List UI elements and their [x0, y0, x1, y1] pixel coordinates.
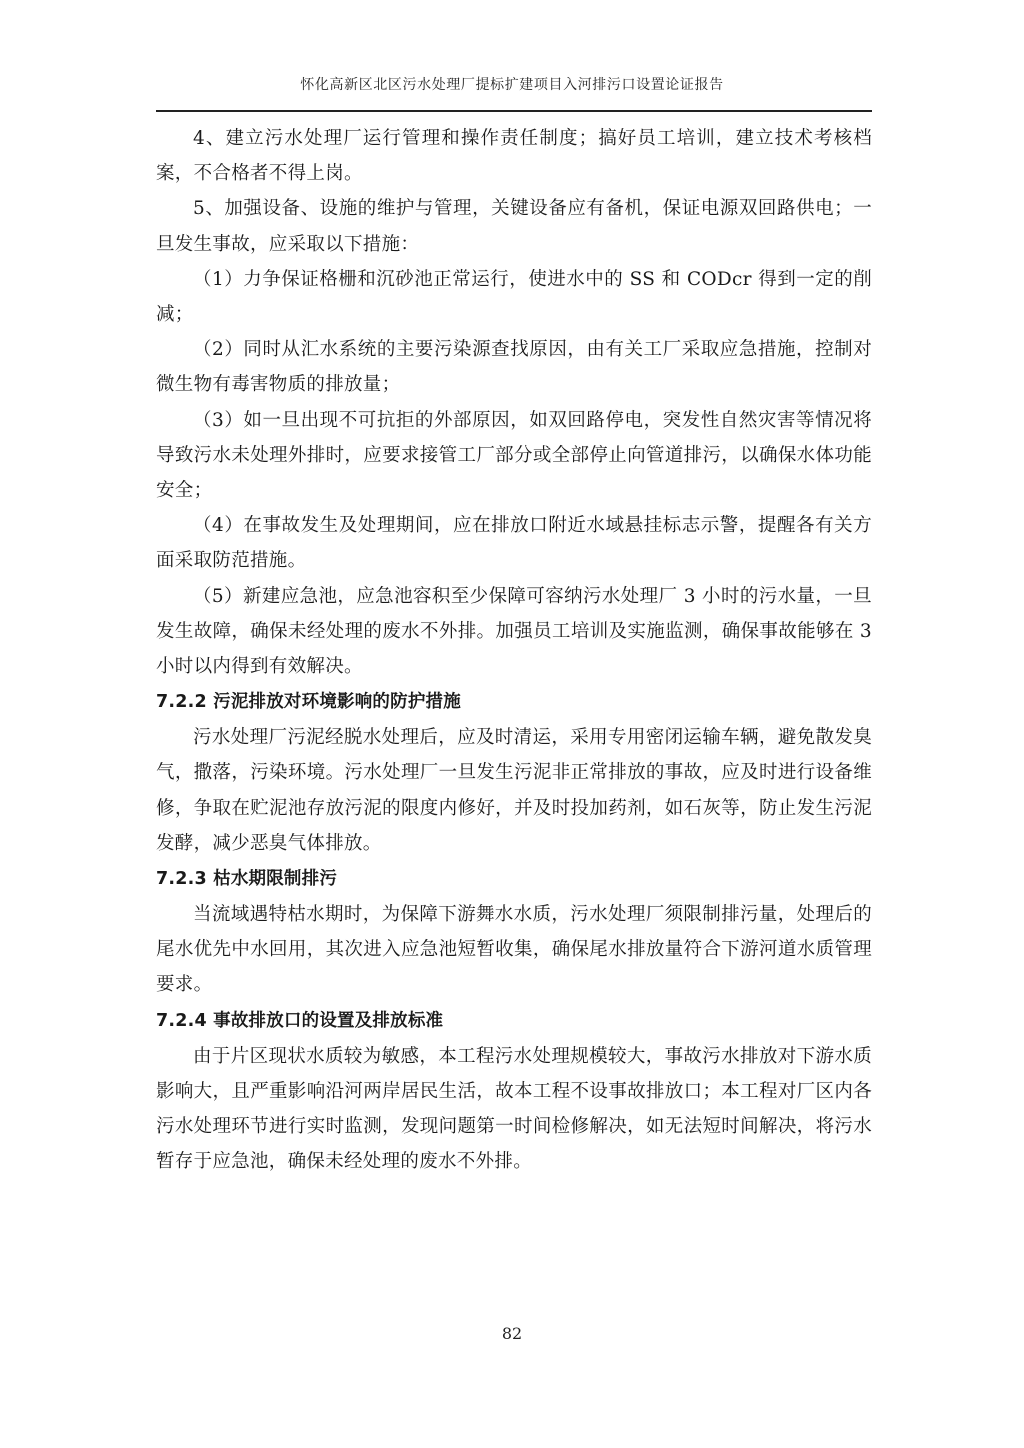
section-paragraph-7-2-4: 由于片区现状水质较为敏感，本工程污水处理规模较大，事故污水排放对下游水质影响大，且严重影响沿河两岸居民生活，故本工程不设事故排放口；本工程对厂区内各污水处理环节进行实时监测，发现问题第一时间检修解决，如无法短时间解决，将污水暂存于应急池，确保未经处理的废水不外排。 [156, 1045, 872, 1173]
paragraph-item-5: 5、加强设备、设施的维护与管理，关键设备应有备机，保证电源双回路供电；一旦发生事故，应采取以下措施： [156, 198, 872, 255]
header-divider [156, 110, 872, 112]
measure-item-3: （3）如一旦出现不可抗拒的外部原因，如双回路停电，突发性自然灾害等情况将导致污水未处理外排时，应要求接管工厂部分或全部停止向管道排污，以确保水体功能安全； [156, 409, 872, 502]
section-paragraph-7-2-2: 污水处理厂污泥经脱水处理后，应及时清运，采用专用密闭运输车辆，避免散发臭气，撒落，污染环境。污水处理厂一旦发生污泥非正常排放的事故，应及时进行设备维修，争取在贮泥池存放污泥的限度内修好，并及时投加药剂，如石灰等，防止发生污泥发酵，减少恶臭气体排放。 [156, 727, 872, 854]
page-header-title: 怀化高新区北区污水处理厂提标扩建项目入河排污口设置论证报告 [300, 77, 724, 93]
measure-item-1: （1）力争保证格栅和沉砂池正常运行，使进水中的 SS 和 CODcr 得到一定的削减； [156, 268, 872, 326]
section-heading-7-2-2: 7.2.2 污泥排放对环境影响的防护措施 [156, 692, 461, 713]
document-body [156, 121, 872, 1179]
measure-item-5: （5）新建应急池，应急池容积至少保障可容纳污水处理厂 3 小时的污水量，一旦发生故障，确保未经处理的废水不外排。加强员工培训及实施监测，确保事故能够在 3 小时以内得到有效解决。 [156, 585, 872, 678]
measure-item-2: （2）同时从汇水系统的主要污染源查找原因，由有关工厂采取应急措施，控制对微生物有毒害物质的排放量； [156, 339, 872, 396]
section-heading-7-2-4: 7.2.4 事故排放口的设置及排放标准 [156, 1010, 444, 1031]
paragraph-item-4: 4、建立污水处理厂运行管理和操作责任制度；搞好员工培训，建立技术考核档案，不合格者不得上岗。 [156, 128, 872, 185]
section-heading-7-2-3: 7.2.3 枯水期限制排污 [156, 869, 338, 890]
section-paragraph-7-2-3: 当流域遇特枯水期时，为保障下游舞水水质，污水处理厂须限制排污量，处理后的尾水优先中水回用，其次进入应急池短暂收集，确保尾水排放量符合下游河道水质管理要求。 [156, 904, 872, 996]
page-number: 82 [501, 1324, 523, 1343]
measure-item-4: （4）在事故发生及处理期间，应在排放口附近水域悬挂标志示警，提醒各有关方面采取防范措施。 [156, 515, 872, 572]
